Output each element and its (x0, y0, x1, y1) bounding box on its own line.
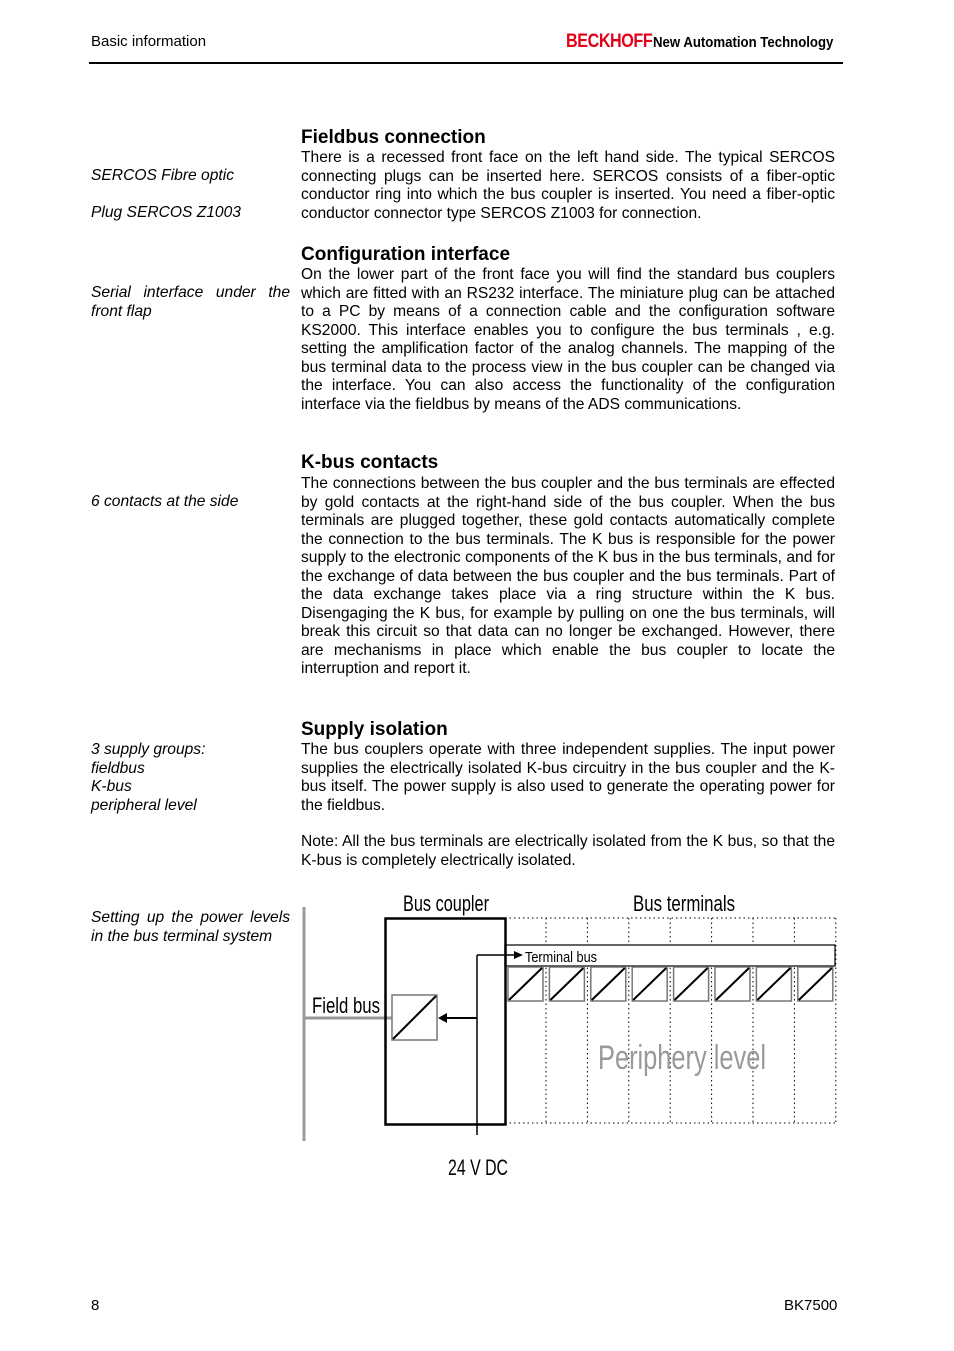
page-number: 8 (91, 1297, 100, 1314)
side-note: SERCOS Fibre optic (91, 167, 234, 184)
bus-terminals-label: Bus terminals (633, 891, 735, 916)
arrow-left-icon (438, 1013, 447, 1023)
paragraph-supply-isolation: The bus couplers operate with three independent supplies. The input power supplies the electrically isolated K-bus circuitry in the bus coupler and the K-bus itself. The power supply is also used to generate the operating power for the fieldbus. (301, 741, 835, 814)
side-note: Setting up the power levels in the bus terminal system (91, 909, 290, 945)
paragraph-fieldbus-connection: There is a recessed front face on the left hand side. The typical SERCOS connecting plugs can be inserted here. SERCOS consists of a fiber-optic conductor ring into which the bus coupler is inserted. You need a fiber-optic conductor connector type SERCOS Z1003 for connection. (301, 149, 835, 222)
side-note-line: peripheral level (91, 796, 197, 814)
bus-coupler-label: Bus coupler (403, 891, 489, 916)
periphery-level-label: Periphery level (598, 1039, 766, 1077)
heading-fieldbus-connection: Fieldbus connection (301, 127, 486, 148)
paragraph-configuration-interface: On the lower part of the front face you will find the standard bus couplers which are fitted with an RS232 interface. The miniature plug can be attached to a PC by means of a connection cable and the configuration software KS2000. This interface enables you to configure the bus terminals , e.g. setting the amplification factor of the analog channels. The mapping of the bus terminal data to the process view in the bus coupler can be changed via the interface. You can also access the functionality of the configuration interface via the fieldbus by means of the ADS communications. (301, 266, 835, 413)
side-note-line: K-bus (91, 778, 132, 795)
paragraph-note: Note: All the bus terminals are electrically isolated from the K bus, so that the K-bus is completely electrically isolated. (301, 833, 835, 869)
paragraph-kbus-contacts: The connections between the bus coupler and the bus terminals are effected by gold contacts at the right-hand side of the bus coupler. When the bus terminals are plugged together, these gold contacts automatically complete the connection to the bus terminals. The K bus is responsible for the power supply to the electronic components of the K bus in the bus terminals, and for the exchange of data between the bus coupler and the bus terminals. Part of the data exchange takes place via a ring structure within the K bus. Disengaging the K bus, for example by pulling on one the bus terminals, will break this circuit so that data can no longer be exchanged. However, there are mechanisms in place which enable the bus coupler to locate the interruption and report it. (301, 475, 835, 677)
side-note: Serial interface under the front flap (91, 284, 290, 320)
side-note-line: fieldbus (91, 759, 145, 777)
header-section-title: Basic information (91, 33, 207, 50)
heading-kbus-contacts: K-bus contacts (301, 452, 439, 473)
side-note-line: 3 supply groups: (91, 741, 206, 758)
heading-configuration-interface: Configuration interface (301, 244, 511, 265)
heading-supply-isolation: Supply isolation (301, 719, 448, 740)
brand-name: BECKHOFF (566, 31, 653, 52)
field-bus-label: Field bus (312, 993, 380, 1018)
side-note: 6 contacts at the side (91, 493, 239, 510)
side-note: Plug SERCOS Z1003 (91, 204, 241, 221)
brand-tagline: New Automation Technology (653, 34, 834, 51)
terminal-bus-label: Terminal bus (525, 949, 597, 966)
supply-voltage-label: 24 V DC (448, 1155, 509, 1180)
product-name: BK7500 (784, 1297, 838, 1314)
